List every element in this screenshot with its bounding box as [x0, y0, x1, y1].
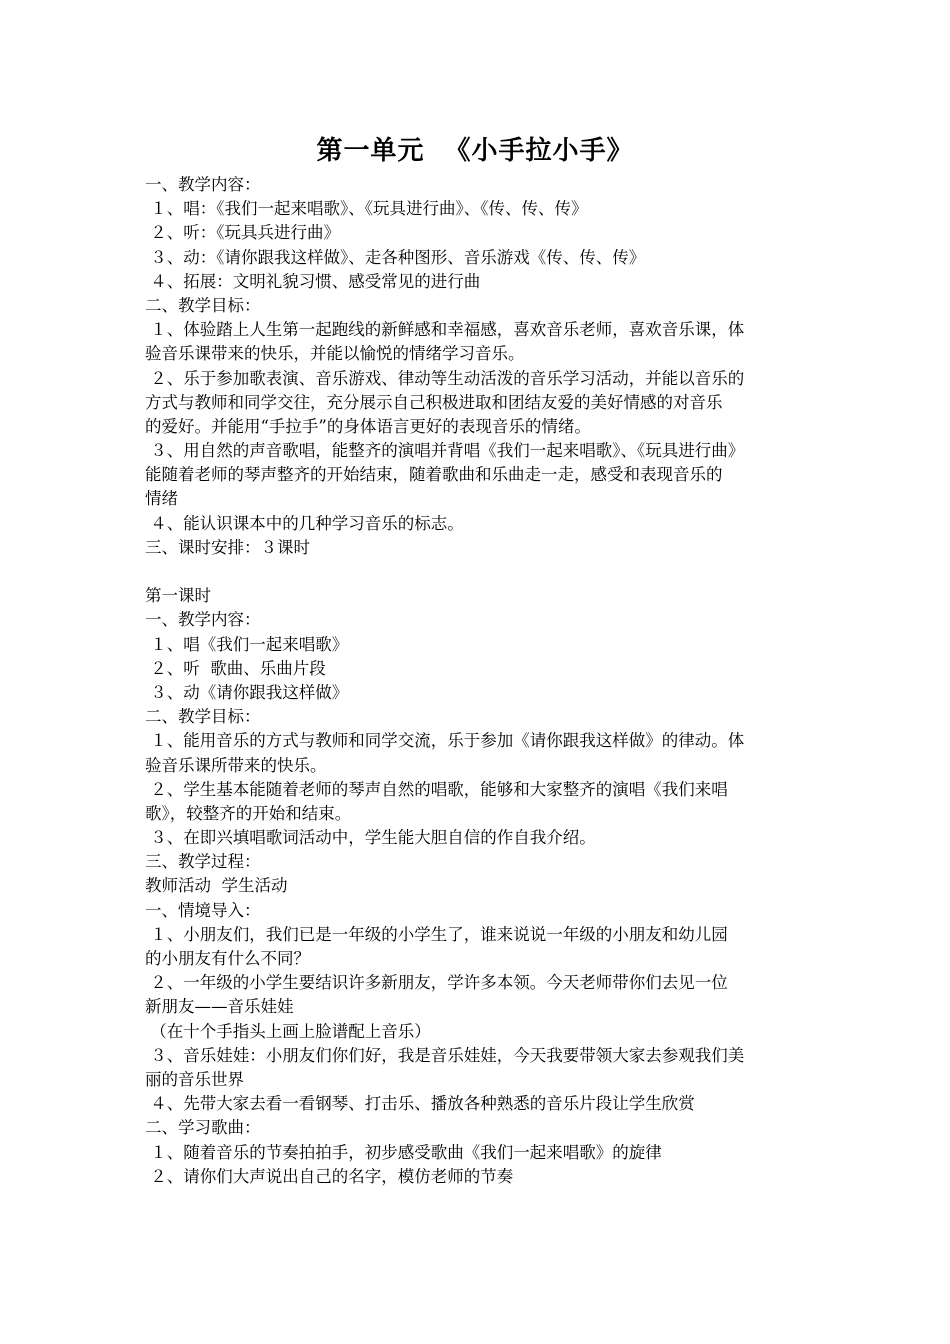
text-line: ４、能认识课本中的几种学习音乐的标志。 — [145, 513, 464, 533]
text-line: １、唱《我们一起来唱歌》 — [145, 634, 349, 654]
text-line: 第一课时 — [145, 586, 211, 606]
text-line: １、随着音乐的节奏拍拍手，初步感受歌曲《我们一起来唱歌》的旋律 — [145, 1142, 662, 1162]
text-line: 丽的音乐世界 — [145, 1069, 244, 1089]
text-line: ２、请你们大声说出自己的名字，模仿老师的节奏 — [145, 1166, 514, 1186]
text-line: ２、听 歌曲、乐曲片段 — [145, 658, 326, 678]
text-line: 新朋友——音乐娃娃 — [145, 997, 294, 1017]
text-line: 教师活动 学生活动 — [145, 876, 288, 896]
text-line: 的爱好。并能用“手拉手”的身体语言更好的表现音乐的情绪。 — [145, 416, 591, 436]
document-title: 第一单元 《小手拉小手》 — [316, 136, 634, 166]
text-line: ３、在即兴填唱歌词活动中，学生能大胆自信的作自我介绍。 — [145, 828, 596, 848]
text-line: 验音乐课带来的快乐，并能以愉悦的情绪学习音乐。 — [145, 344, 525, 364]
text-line: １、体验踏上人生第一起跑线的新鲜感和幸福感，喜欢音乐老师，喜欢音乐课，体 — [145, 320, 745, 340]
text-line: 情绪 — [145, 489, 178, 509]
text-line: 歌》，较整齐的开始和结束。 — [145, 803, 352, 823]
text-line: ３、用自然的声音歌唱，能整齐的演唱并背唱《我们一起来唱歌》、《玩具进行曲》 — [145, 441, 745, 461]
text-line: ４、拓展：文明礼貌习惯、感受常见的进行曲 — [145, 271, 481, 291]
text-line: ３、动：《请你跟我这样做》、走各种图形、音乐游戏《传、传、传》 — [145, 247, 646, 267]
text-line: 一、教学内容： — [145, 175, 261, 194]
text-line: ３、音乐娃娃：小朋友们你们好，我是音乐娃娃，今天我要带领大家去参观我们美 — [145, 1045, 745, 1065]
text-line: ４、先带大家去看一看钢琴、打击乐、播放各种熟悉的音乐片段让学生欣赏 — [145, 1094, 695, 1114]
text-line: 三、课时安排：３课时 — [145, 537, 310, 557]
document-body — [145, 173, 810, 1189]
text-line: 二、学习歌曲： — [145, 1118, 261, 1138]
text-line: ２、学生基本能随着老师的琴声自然的唱歌，能够和大家整齐的演唱《我们来唱 — [145, 779, 728, 799]
text-line: ３、动《请你跟我这样做》 — [145, 682, 349, 702]
text-line: 方式与教师和同学交往，充分展示自己积极进取和团结友爱的美好情感的对音乐 — [145, 392, 723, 412]
text-line: １、小朋友们，我们已是一年级的小学生了，谁来说说一年级的小朋友和幼儿园 — [145, 924, 728, 944]
text-line: １、能用音乐的方式与教师和同学交流，乐于参加《请你跟我这样做》的律动。体 — [145, 731, 745, 751]
text-line: ２、一年级的小学生要结识许多新朋友，学许多本领。今天老师带你们去见一位 — [145, 973, 728, 993]
text-line: 三、教学过程： — [145, 852, 261, 872]
text-line: 能随着老师的琴声整齐的开始结束，随着歌曲和乐曲走一走，感受和表现音乐的 — [145, 465, 723, 485]
text-line: ２、乐于参加歌表演、音乐游戏、律动等生动活泼的音乐学习活动，并能以音乐的 — [145, 368, 745, 388]
text-line: 二、教学目标： — [145, 295, 261, 315]
text-line: １、唱：《我们一起来唱歌》、《玩具进行曲》、《传、传、传》 — [145, 199, 588, 219]
text-line: 一、情境导入： — [145, 900, 261, 920]
text-line: ２、听：《玩具兵进行曲》 — [145, 223, 340, 243]
text-line: 的小朋友有什么不同？ — [145, 949, 310, 968]
text-line: 验音乐课所带来的快乐。 — [145, 755, 327, 775]
text-line: 一、教学内容： — [145, 610, 261, 630]
text-line: （在十个手指头上画上脸谱配上音乐） — [145, 1021, 431, 1041]
blank-line — [145, 560, 810, 584]
text-line: 二、教学目标： — [145, 707, 261, 727]
